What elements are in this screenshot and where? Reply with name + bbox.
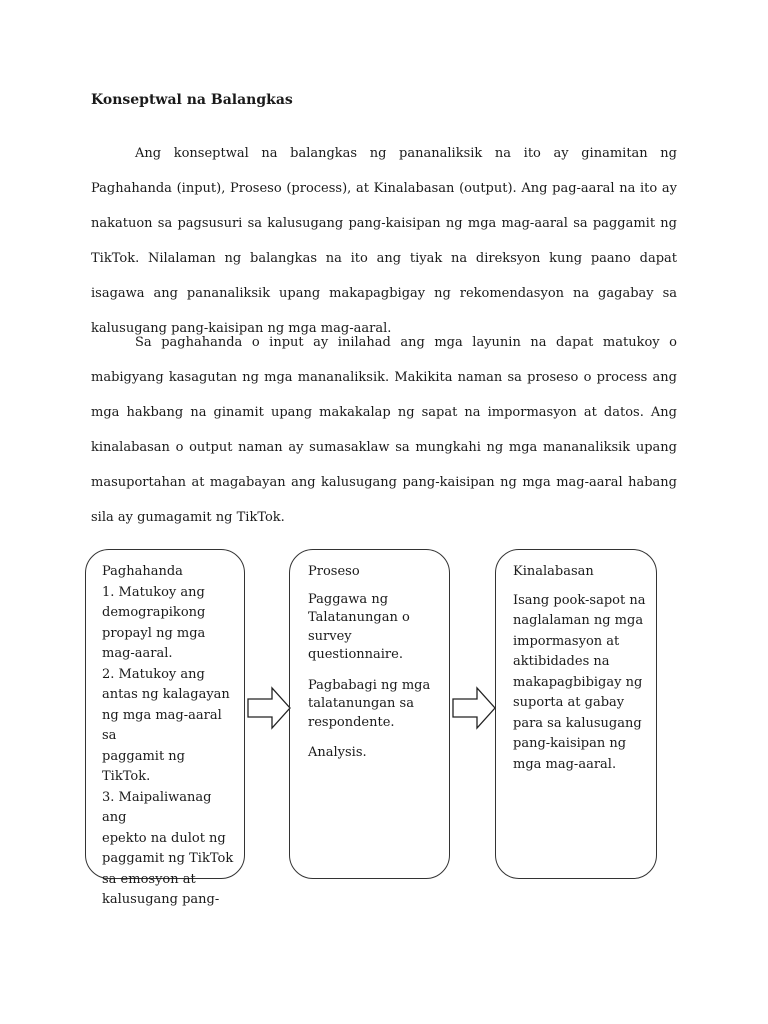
input-box (85, 549, 245, 907)
input-box-text: 1. Matukoy ang demograpikong propayl ng mga mag-aaral. 2. Matukoy ang antas ng kalagayan ng mga mag-aaral sa paggamit ng TikTok. 3. Maipaliwanag ang epekto na dulot ng paggamit ng TikTok sa emosyon at kalusugang pang- (102, 584, 234, 907)
process-box (289, 549, 450, 879)
input-box-label: Paghahanda (102, 564, 183, 579)
right-arrow-icon (452, 687, 496, 729)
output-box-text: Isang pook-sapot na naglalaman ng mga impormasyon at aktibidades na makapagbibigay ng suporta at gabay para sa kalusugang pang-kaisipan ng mga mag-aaral. (513, 592, 646, 772)
process-step-1: Paggawa ng Talatanungan o survey questionnaire. (308, 591, 410, 662)
process-step-3: Analysis. (308, 745, 367, 760)
process-step-2: Pagbabagi ng mga talatanungan sa respondente. (308, 677, 431, 730)
paragraph-intro: Ang konseptwal na balangkas ng pananaliksik na ito ay ginamitan ng Paghahanda (input), Proseso (process), at Kinalabasan (output). Ang pag-aaral na ito ay nakatuon sa pagsusuri sa kalusugang pang-kaisipan ng mga mag-aaral sa paggamit ng TikTok. Nilalaman ng balangkas na ito ang tiyak na direksyon kung paano dapat isagawa ang pananaliksik upang makapagbigay ng rekomendasyon na gagabay sa kalusugang pang-kaisipan ng mga mag-aaral. (91, 146, 677, 336)
output-box-label: Kinalabasan (513, 564, 594, 579)
right-arrow-icon (247, 687, 291, 729)
paragraph-explanation: Sa paghahanda o input ay inilahad ang mga layunin na dapat matukoy o mabigyang kasagutan ng mga mananaliksik. Makikita naman sa proseso o process ang mga hakbang na ginamit upang makakalap ng sapat na impormasyon at datos. Ang kinalabasan o output naman ay sumasaklaw sa mungkahi ng mga mananaliksik upang masuportahan at magabayan ang kalusugang pang-kaisipan ng mga mag-aaral habang sila ay gumagamit ng TikTok. (91, 335, 677, 525)
document-title: Konseptwal na Balangkas (91, 92, 293, 108)
output-box (495, 549, 657, 879)
process-box-label: Proseso (308, 564, 360, 579)
